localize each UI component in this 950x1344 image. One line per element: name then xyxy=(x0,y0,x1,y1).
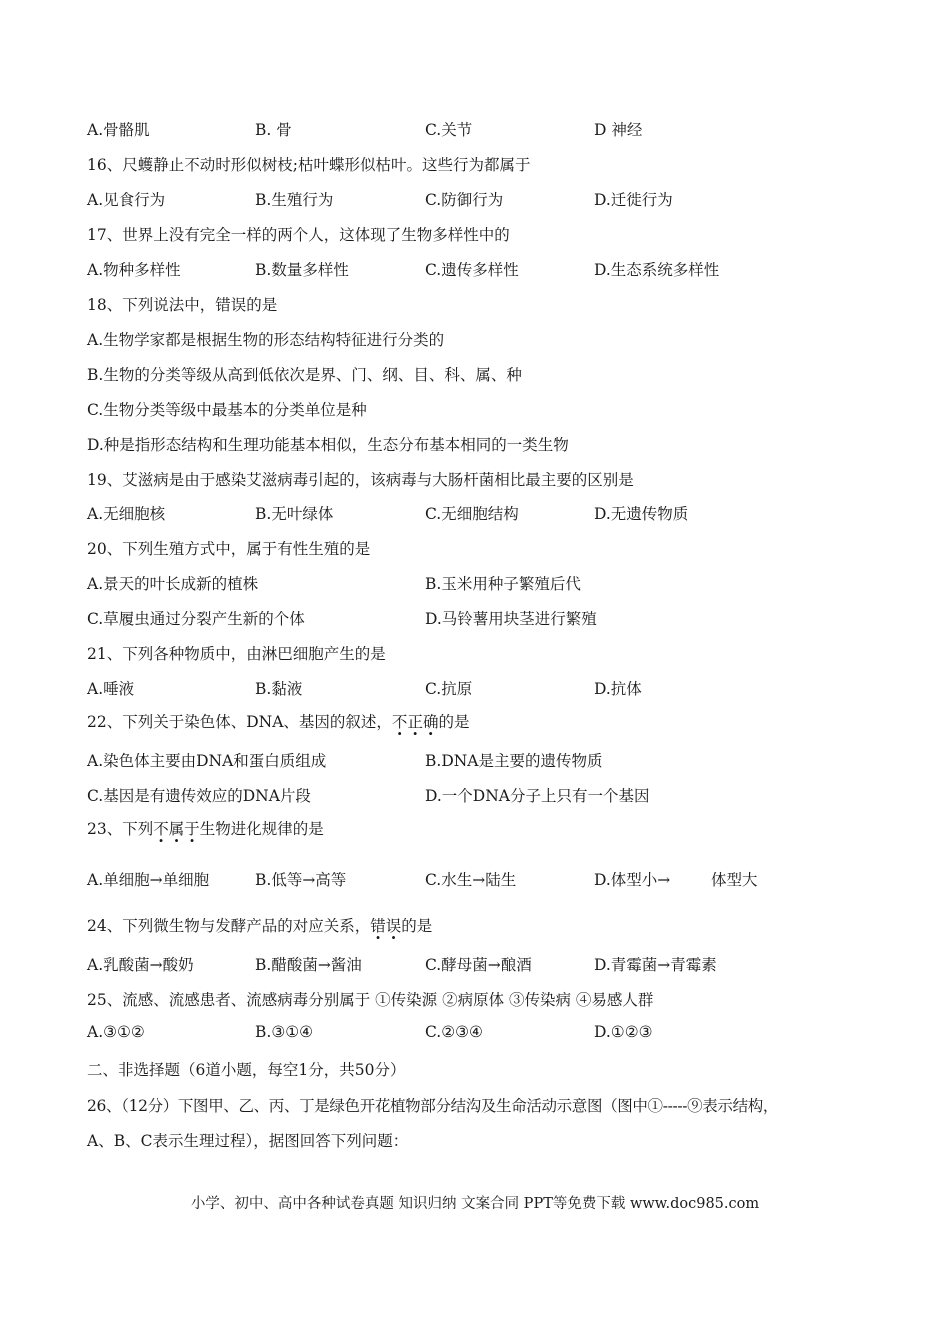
q24-option-d: D.青霉菌→青霉素 xyxy=(594,956,717,974)
q24-option-c: C.酵母菌→酿酒 xyxy=(425,956,532,974)
q15-option-c: C.关节 xyxy=(425,121,473,139)
q24-option-a: A.乳酸菌→酸奶 xyxy=(87,956,194,974)
q21-stem: 21、下列各种物质中，由淋巴细胞产生的是 xyxy=(87,645,386,663)
q18-option-b: B.生物的分类等级从高到低依次是界、门、纲、目、科、属、种 xyxy=(87,366,522,384)
q19-option-d: D.无遗传物质 xyxy=(594,505,689,523)
q26-stem-line2: A、B、C表示生理过程），据图回答下列问题： xyxy=(87,1132,409,1150)
emphasis-char: 不 xyxy=(153,820,169,838)
page-footer: 小学、初中、高中各种试卷真题 知识归纳 文案合同 PPT等免费下载 www.doc985.com xyxy=(190,1196,760,1212)
q21-option-d: D.抗体 xyxy=(594,680,642,698)
q21-option-b: B.黏液 xyxy=(255,680,303,698)
q25-option-d: D.①②③ xyxy=(594,1023,653,1041)
q18-stem: 18、下列说法中，错误的是 xyxy=(87,296,278,314)
q16-option-c: C.防御行为 xyxy=(425,191,504,209)
q22-option-b: B.DNA是主要的遗传物质 xyxy=(425,752,603,770)
emphasis-char: 不 xyxy=(391,713,408,731)
q25-option-a: A.③①② xyxy=(87,1023,145,1041)
q18-option-d: D.种是指形态结构和生理功能基本相似，生态分布基本相同的一类生物 xyxy=(87,436,569,454)
q23-option-c: C.水生→陆生 xyxy=(425,871,517,889)
q21-option-c: C.抗原 xyxy=(425,680,473,698)
q15-option-b: B. 骨 xyxy=(255,121,292,139)
emphasis-char: 于 xyxy=(184,820,200,838)
q16-option-d: D.迁徙行为 xyxy=(594,191,673,209)
q18-option-c: C.生物分类等级中最基本的分类单位是种 xyxy=(87,401,367,419)
q20-option-a: A.景天的叶长成新的植株 xyxy=(87,575,259,593)
q20-option-b: B.玉米用种子繁殖后代 xyxy=(425,575,581,593)
q19-option-b: B.无叶绿体 xyxy=(255,505,334,523)
q22-option-a: A.染色体主要由DNA和蛋白质组成 xyxy=(87,752,327,770)
q25-option-b: B.③①④ xyxy=(255,1023,314,1041)
q18-option-a: A.生物学家都是根据生物的形态结构特征进行分类的 xyxy=(87,331,445,349)
q22-option-c: C.基因是有遗传效应的DNA片段 xyxy=(87,787,311,805)
q23-option-d-continued: 体型大 xyxy=(711,871,758,889)
q20-option-d: D.马铃薯用块茎进行繁殖 xyxy=(425,610,597,628)
q21-option-a: A.唾液 xyxy=(87,680,135,698)
q23-option-d: D.体型小→ xyxy=(594,871,671,889)
q22-option-d: D.一个DNA分子上只有一个基因 xyxy=(425,787,650,805)
q24-stem: 24、下列微生物与发酵产品的对应关系，错误的是 xyxy=(87,914,432,936)
q17-option-a: A.物种多样性 xyxy=(87,261,181,279)
q17-option-d: D.生态系统多样性 xyxy=(594,261,720,279)
emphasis-char: 属 xyxy=(168,820,185,838)
q20-option-c: C.草履虫通过分裂产生新的个体 xyxy=(87,610,305,628)
q15-option-d: D 神经 xyxy=(594,121,643,139)
q23-stem: 23、下列不属于生物进化规律的是 xyxy=(87,817,324,839)
q23-option-a: A.单细胞→单细胞 xyxy=(87,871,210,889)
emphasis-char: 确 xyxy=(422,713,439,731)
q19-option-c: C.无细胞结构 xyxy=(425,505,519,523)
q17-option-b: B.数量多样性 xyxy=(255,261,349,279)
q16-option-a: A.见食行为 xyxy=(87,191,166,209)
q15-option-a: A.骨骼肌 xyxy=(87,121,150,139)
q22-stem: 22、下列关于染色体、DNA、基因的叙述，不正确的是 xyxy=(87,710,469,732)
q19-option-a: A.无细胞核 xyxy=(87,505,166,523)
q25-option-c: C.②③④ xyxy=(425,1023,483,1041)
emphasis-char: 错 xyxy=(370,917,386,935)
emphasis-char: 正 xyxy=(407,713,423,731)
q23-option-b: B.低等→高等 xyxy=(255,871,347,889)
q17-option-c: C.遗传多样性 xyxy=(425,261,519,279)
q16-stem: 16、尺蠖静止不动时形似树枝;枯叶蝶形似枯叶。这些行为都属于 xyxy=(87,156,531,174)
section-title: 二、非选择题（6道小题，每空1分，共50分） xyxy=(87,1061,406,1079)
q20-stem: 20、下列生殖方式中，属于有性生殖的是 xyxy=(87,540,371,558)
q19-stem: 19、艾滋病是由于感染艾滋病毒引起的，该病毒与大肠杆菌相比最主要的区别是 xyxy=(87,471,634,489)
q25-stem: 25、流感、流感患者、流感病毒分别属于 ①传染源 ②病原体 ③传染病 ④易感人群 xyxy=(87,991,654,1009)
q16-option-b: B.生殖行为 xyxy=(255,191,334,209)
q17-stem: 17、世界上没有完全一样的两个人，这体现了生物多样性中的 xyxy=(87,226,510,244)
emphasis-char: 误 xyxy=(385,917,402,935)
q26-stem-line1: 26、（12分）下图甲、乙、丙、丁是绿色开花植物部分结沟及生命活动示意图（图中①-----⑨表示结构， xyxy=(87,1097,779,1115)
q24-option-b: B.醋酸菌→酱油 xyxy=(255,956,362,974)
